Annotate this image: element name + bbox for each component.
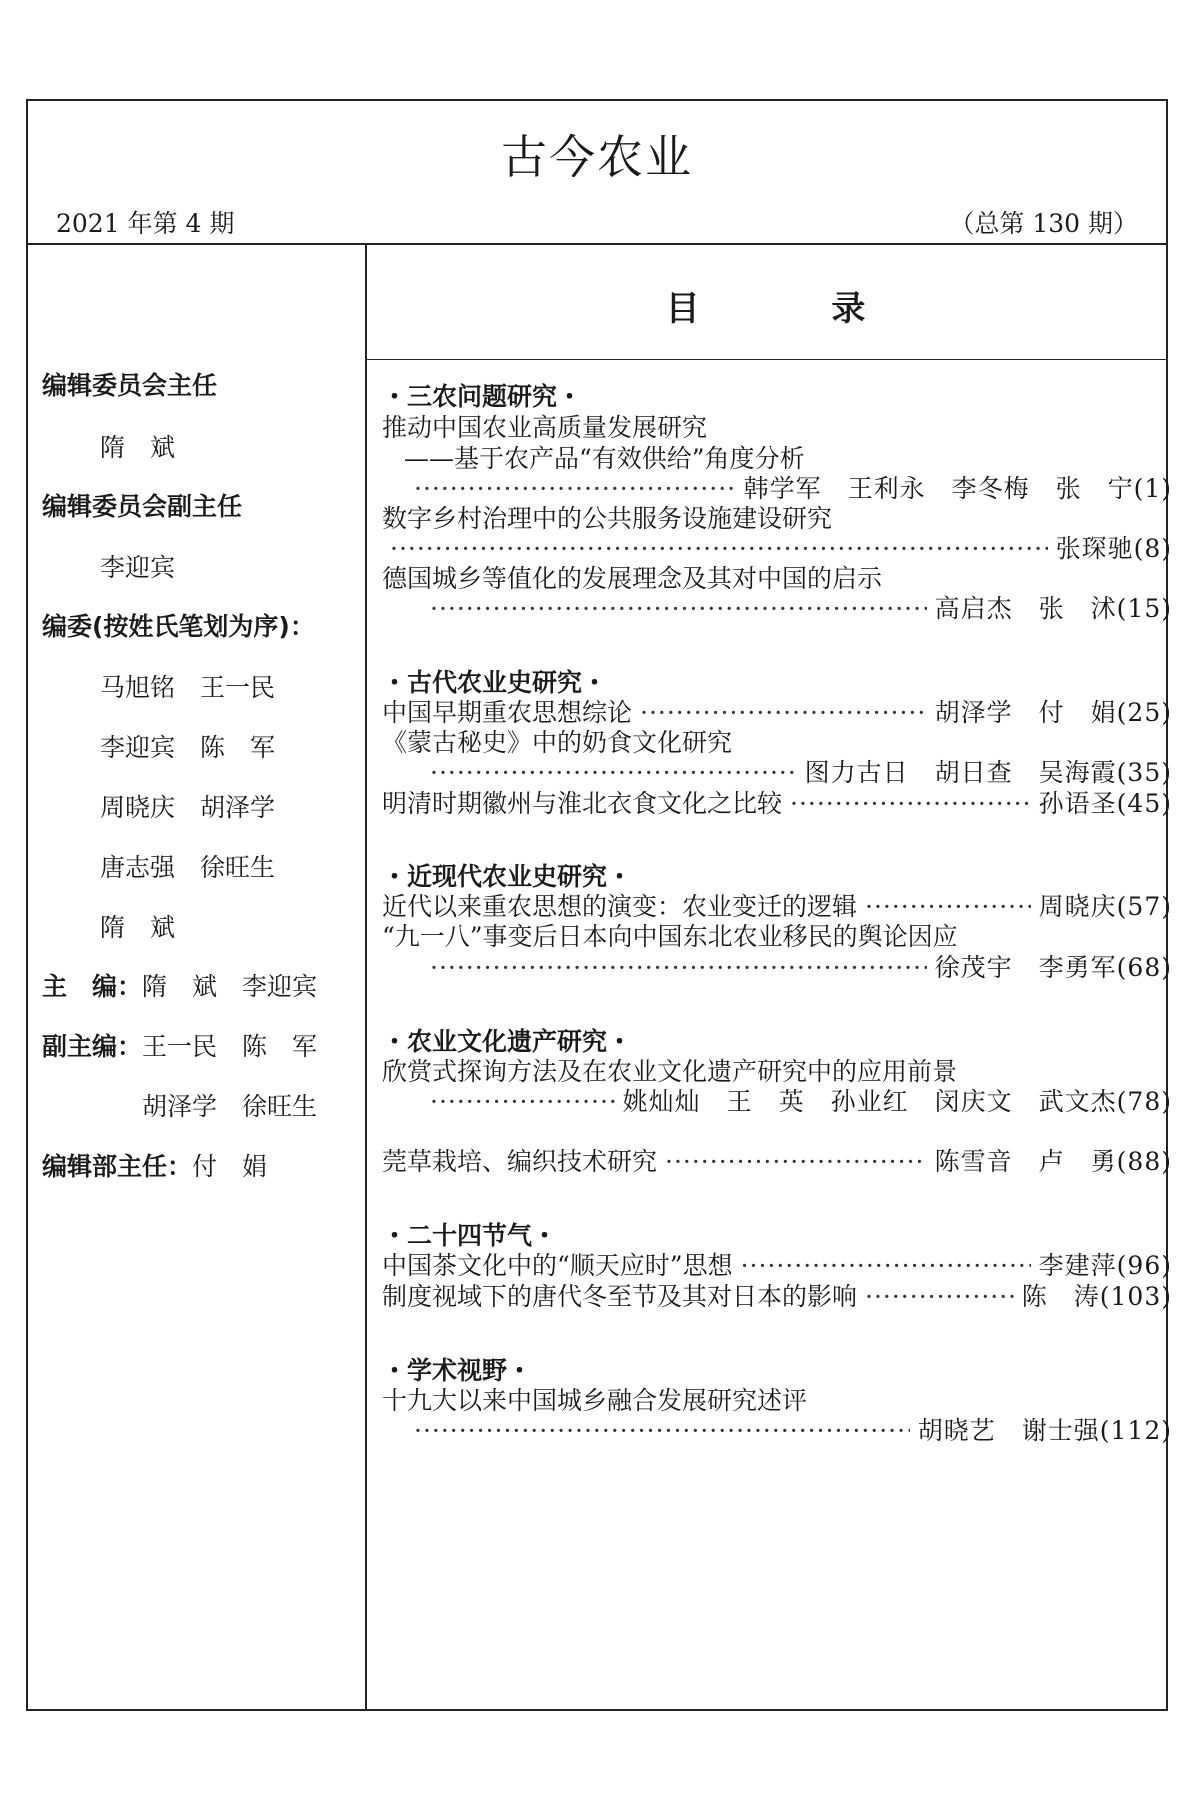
leader-dots bbox=[865, 1282, 1014, 1311]
article-title[interactable]: 制度视域下的唐代冬至节及其对日本的影响 bbox=[382, 1282, 858, 1311]
toc-heading-divider bbox=[365, 359, 1166, 360]
member-row: 李迎宾 陈 军 bbox=[100, 733, 276, 762]
leader-dots bbox=[430, 1087, 615, 1116]
vice-director-label: 编辑委员会副主任 bbox=[42, 492, 243, 521]
journal-title: 古今农业 bbox=[501, 130, 693, 184]
leader-dots bbox=[665, 1147, 927, 1176]
office-director-label: 编辑部主任： bbox=[42, 1152, 193, 1181]
article-authors: 姚灿灿 王 英 孙业红 闵庆文 武文杰(78) bbox=[622, 1087, 1172, 1116]
leader-dots bbox=[741, 1251, 1031, 1280]
leader-dots bbox=[430, 758, 797, 787]
article-title[interactable]: 莞草栽培、编织技术研究 bbox=[382, 1147, 658, 1176]
members-label: 编委(按姓氏笔划为序)： bbox=[42, 612, 315, 641]
member-row: 唐志强 徐旺生 bbox=[100, 853, 276, 882]
article-title[interactable]: 数字乡村治理中的公共服务设施建设研究 bbox=[382, 504, 833, 533]
article-authors: 陈 涛(103) bbox=[1021, 1282, 1172, 1311]
section-title: ・农业文化遗产研究・ bbox=[382, 1027, 633, 1056]
article-authors: 图力古日 胡日查 吴海霞(35) bbox=[804, 758, 1172, 787]
article-authors-line bbox=[406, 1411, 1172, 1447]
leader-dots bbox=[430, 953, 927, 982]
deputy-editor-names: 王一民 陈 军 bbox=[142, 1032, 318, 1061]
article-authors-line bbox=[422, 1082, 1172, 1118]
director-label: 编辑委员会主任 bbox=[42, 371, 218, 400]
section-title: ・三农问题研究・ bbox=[382, 382, 583, 411]
leader-dots bbox=[414, 1416, 910, 1445]
article-title[interactable]: 欣赏式探询方法及在农业文化遗产研究中的应用前景 bbox=[382, 1057, 958, 1086]
issue-number: 2021 年第 4 期 bbox=[56, 209, 235, 238]
article-authors: 胡泽学 付 娟(25) bbox=[934, 698, 1172, 727]
article-title[interactable]: 明清时期徽州与淮北衣食文化之比较 bbox=[382, 789, 783, 818]
deputy-editor-names-2: 胡泽学 徐旺生 bbox=[142, 1092, 318, 1121]
chief-editor bbox=[42, 967, 317, 1003]
article-authors: 孙语圣(45) bbox=[1038, 789, 1172, 818]
article-title[interactable]: “九一八”事变后日本向中国东北农业移民的舆论因应 bbox=[382, 922, 958, 951]
article-title[interactable]: 中国早期重农思想综论 bbox=[382, 698, 633, 727]
page-frame bbox=[26, 99, 1172, 1711]
deputy-editor-label: 副主编： bbox=[42, 1032, 143, 1061]
toc-heading: 目 录 bbox=[665, 289, 866, 329]
section-title: ・近现代农业史研究・ bbox=[382, 862, 633, 891]
total-issue-number: （总第 130 期） bbox=[949, 209, 1138, 238]
article-authors: 李建萍(96) bbox=[1038, 1251, 1172, 1280]
article-authors: 张琛驰(8) bbox=[1055, 534, 1172, 563]
section-title: ・二十四节气・ bbox=[382, 1221, 558, 1250]
header-divider bbox=[28, 243, 1166, 245]
article-authors-line bbox=[422, 948, 1172, 984]
article-authors: 陈雪音 卢 勇(88) bbox=[934, 1147, 1172, 1176]
director-name: 隋 斌 bbox=[100, 433, 176, 462]
deputy-editor bbox=[42, 1027, 317, 1063]
member-row: 隋 斌 bbox=[100, 913, 176, 942]
member-row: 周晓庆 胡泽学 bbox=[100, 793, 276, 822]
vice-director-name: 李迎宾 bbox=[100, 553, 176, 582]
member-row: 马旭铭 王一民 bbox=[100, 673, 276, 702]
article-title[interactable]: 近代以来重农思想的演变：农业变迁的逻辑 bbox=[382, 892, 858, 921]
leader-dots bbox=[430, 594, 927, 623]
section-title: ・学术视野・ bbox=[382, 1356, 533, 1385]
article-authors: 高启杰 张 沭(15) bbox=[934, 594, 1172, 623]
article-authors: 徐茂宇 李勇军(68) bbox=[934, 953, 1172, 982]
leader-dots bbox=[790, 789, 1031, 818]
office-director-name: 付 娟 bbox=[192, 1152, 268, 1181]
article-title[interactable]: 推动中国农业高质量发展研究 bbox=[382, 413, 708, 442]
office-director bbox=[42, 1147, 267, 1183]
column-divider bbox=[365, 243, 367, 1709]
article-title[interactable]: 《蒙古秘史》中的奶食文化研究 bbox=[382, 728, 733, 757]
article-entry[interactable] bbox=[382, 784, 1172, 820]
article-title[interactable]: 德国城乡等值化的发展理念及其对中国的启示 bbox=[382, 564, 883, 593]
article-authors-line bbox=[422, 589, 1172, 625]
article-authors: 胡晓艺 谢士强(112) bbox=[917, 1416, 1172, 1445]
article-authors: 周晓庆(57) bbox=[1038, 892, 1172, 921]
article-entry[interactable] bbox=[382, 1142, 1172, 1178]
chief-editor-names: 隋 斌 李迎宾 bbox=[142, 972, 318, 1001]
article-subtitle: ——基于农产品“有效供给”角度分析 bbox=[404, 444, 805, 473]
section-title: ・古代农业史研究・ bbox=[382, 668, 608, 697]
article-entry[interactable] bbox=[382, 1277, 1172, 1313]
article-authors: 韩学军 王利永 李冬梅 张 宁(1) bbox=[743, 474, 1172, 503]
article-title[interactable]: 十九大以来中国城乡融合发展研究述评 bbox=[382, 1386, 808, 1415]
chief-editor-label: 主 编： bbox=[42, 972, 143, 1001]
article-title[interactable]: 中国茶文化中的“顺天应时”思想 bbox=[382, 1251, 733, 1280]
